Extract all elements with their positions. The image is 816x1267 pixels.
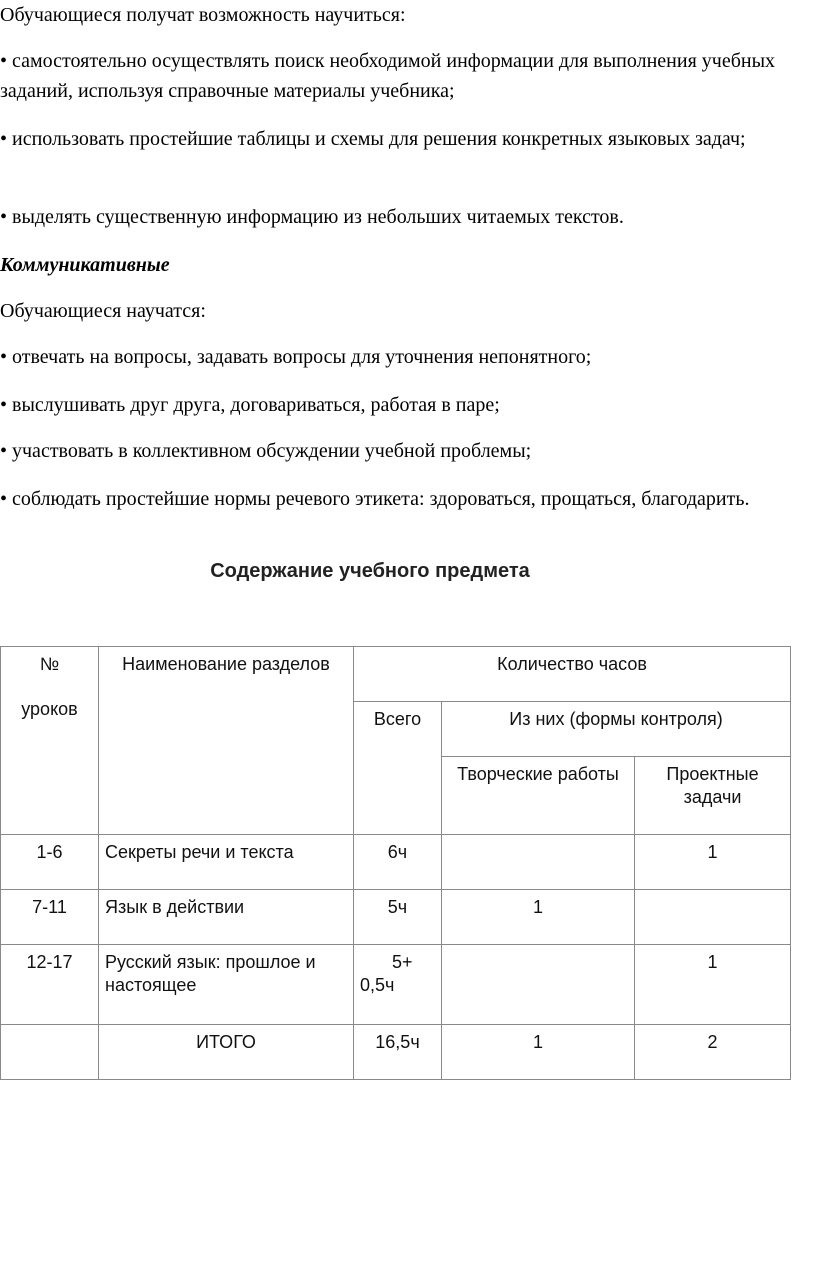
cell-lessons: 12-17 (1, 945, 99, 1025)
cell-creative (442, 945, 635, 1025)
header-lesson-number (1, 647, 99, 835)
table-summary-row (1, 1025, 791, 1080)
table-row (1, 945, 791, 1025)
cell-lessons: 1-6 (1, 835, 99, 890)
cell-lessons: 7-11 (1, 890, 99, 945)
bullet-search-info: • самостоятельно осуществлять поиск необходимой информации для выполнения учебных заданий, используя справочные материалы учебника; (0, 50, 776, 102)
cell-section-name: Русский язык: прошлое и настоящее (99, 945, 354, 1025)
bullet-extract-info: • выделять существенную информацию из небольших читаемых текстов. (0, 206, 624, 228)
bullet-answer-questions: • отвечать на вопросы, задавать вопросы для уточнения непонятного; (0, 346, 592, 368)
cell-project (635, 890, 791, 945)
cell-project: 1 (635, 945, 791, 1025)
cell-section-name: Язык в действии (99, 890, 354, 945)
header-lesson-number-symbol: № (39, 654, 60, 674)
curriculum-table (0, 646, 791, 1080)
table-row (1, 835, 791, 890)
intro-opportunity: Обучающиеся получат возможность научиться: (0, 4, 406, 26)
table-header-row (1, 647, 791, 702)
cell-section-name: Секреты речи и текста (99, 835, 354, 890)
header-hours: Количество часов (354, 647, 791, 702)
cell-total-line1: 5+ (392, 952, 413, 972)
summary-creative: 1 (442, 1025, 635, 1080)
cell-empty (1, 1025, 99, 1080)
bullet-listen-each-other: • выслушивать друг друга, договариваться, работая в паре; (0, 394, 500, 416)
summary-total: 16,5ч (354, 1025, 442, 1080)
summary-project: 2 (635, 1025, 791, 1080)
header-section-name: Наименование разделов (99, 647, 354, 835)
communicative-heading: Коммуникативные (0, 254, 170, 276)
bullet-speech-etiquette: • соблюдать простейшие нормы речевого этикета: здороваться, прощаться, благодарить. (0, 488, 750, 510)
intro-learn: Обучающиеся научатся: (0, 300, 206, 322)
table-row (1, 890, 791, 945)
header-lesson-number-label: уроков (21, 699, 78, 719)
bullet-use-tables: • использовать простейшие таблицы и схемы для решения конкретных языковых задач; (0, 128, 746, 150)
header-total: Всего (354, 702, 442, 835)
cell-total (354, 945, 442, 1025)
header-project-tasks: Проектные задачи (635, 757, 791, 835)
cell-total: 6ч (354, 835, 442, 890)
cell-creative (442, 835, 635, 890)
cell-creative: 1 (442, 890, 635, 945)
summary-label: ИТОГО (99, 1025, 354, 1080)
bullet-collective-discussion: • участвовать в коллективном обсуждении учебной проблемы; (0, 440, 532, 462)
section-title: Содержание учебного предмета (210, 560, 530, 582)
header-creative-works: Творческие работы (442, 757, 635, 835)
cell-total-line2: 0,5ч (360, 975, 395, 995)
header-of-which: Из них (формы контроля) (442, 702, 791, 757)
cell-total: 5ч (354, 890, 442, 945)
cell-project: 1 (635, 835, 791, 890)
